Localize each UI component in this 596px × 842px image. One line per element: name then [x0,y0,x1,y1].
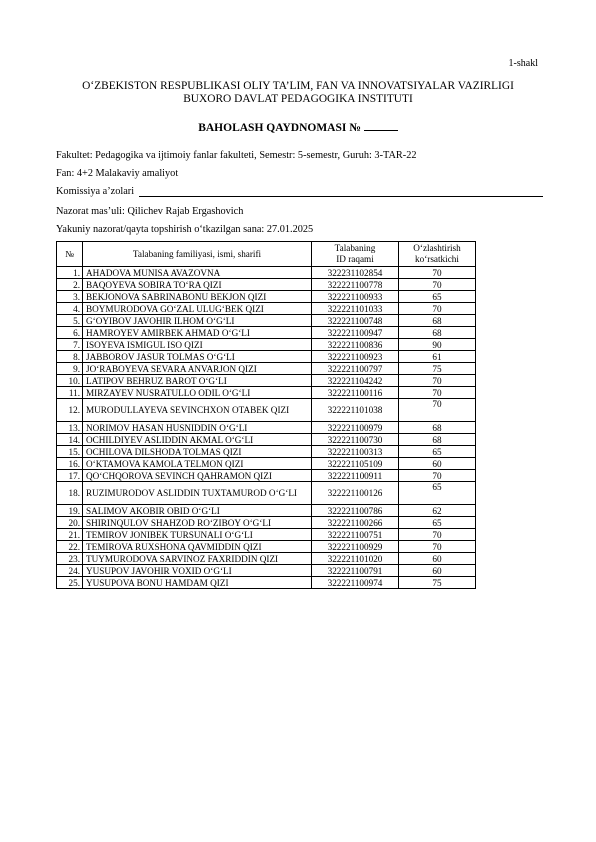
cell-num: 12. [57,399,83,422]
cell-score: 61 [399,351,476,363]
cell-id: 322221100730 [312,434,399,446]
header-id [312,242,399,267]
cell-num: 6. [57,327,83,339]
cell-score: 65 [399,482,476,505]
cell-score: 70 [399,387,476,399]
table-row [57,553,476,565]
institute-title: BUXORO DAVLAT PEDAGOGIKA INSTITUTI [183,93,413,105]
cell-num: 2. [57,279,83,291]
grades-table [56,241,476,589]
cell-score: 65 [399,517,476,529]
header-score-line2: ko‘rsatkichi [415,254,459,264]
cell-id: 322221105109 [312,458,399,470]
cell-num: 21. [57,529,83,541]
cell-num: 11. [57,387,83,399]
table-row [57,387,476,399]
cell-name: MIRZAYEV NUSRATULLO ODIL O‘G‘LI [83,387,312,399]
cell-id: 322221100923 [312,351,399,363]
number-blank-line [364,120,398,131]
cell-num: 9. [57,363,83,375]
cell-score: 60 [399,565,476,577]
cell-id: 322221100929 [312,541,399,553]
table-row [57,434,476,446]
cell-num: 4. [57,303,83,315]
cell-name: TEMIROV JONIBEK TURSUNALI O‘G‘LI [83,529,312,541]
header-name: Talabaning familiyasi, ismi, sharifi [83,242,312,267]
cell-score: 62 [399,505,476,517]
final-date-info: Yakuniy nazorat/qayta topshirish o‘tkazilgan sana: 27.01.2025 [56,224,314,235]
header-id-line2: ID raqami [336,254,374,264]
cell-name: TEMIROVA RUXSHONA QAVMIDDIN QIZI [83,541,312,553]
header-num: № [57,242,83,267]
cell-id: 322221104242 [312,375,399,387]
cell-id: 322221100797 [312,363,399,375]
table-row [57,279,476,291]
table-row [57,422,476,434]
table-row [57,541,476,553]
cell-num: 20. [57,517,83,529]
cell-name: OCHILDIYEV ASLIDDIN AKMAL O‘G‘LI [83,434,312,446]
document-title-text: BAHOLASH QAYDNOMASI № [198,122,361,134]
cell-id: 322221100786 [312,505,399,517]
cell-score: 75 [399,577,476,589]
cell-name: SALIMOV AKOBIR OBID O‘G‘LI [83,505,312,517]
cell-name: LATIPOV BEHRUZ BAROT O‘G‘LI [83,375,312,387]
cell-score: 65 [399,446,476,458]
cell-id: 322221100313 [312,446,399,458]
cell-num: 8. [57,351,83,363]
cell-score: 90 [399,339,476,351]
form-label: 1-shakl [508,58,538,69]
cell-id: 322221100791 [312,565,399,577]
cell-score: 60 [399,458,476,470]
cell-score: 68 [399,315,476,327]
cell-num: 1. [57,267,83,279]
faculty-info: Fakultet: Pedagogika va ijtimoiy fanlar fakulteti, Semestr: 5-semestr, Guruh: 3-TAR-22 [56,150,417,161]
cell-id: 322221100979 [312,422,399,434]
table-row [57,327,476,339]
cell-name: RUZIMURODOV ASLIDDIN TUXTAMUROD O‘G‘LI [83,482,312,505]
cell-score: 70 [399,303,476,315]
cell-score: 70 [399,375,476,387]
table-row [57,458,476,470]
cell-num: 7. [57,339,83,351]
cell-id: 322221101033 [312,303,399,315]
cell-num: 5. [57,315,83,327]
cell-score: 60 [399,553,476,565]
subject-info: Fan: 4+2 Malakaviy amaliyot [56,168,179,179]
cell-num: 13. [57,422,83,434]
cell-num: 15. [57,446,83,458]
cell-name: OCHILOVA DILSHODA TOLMAS QIZI [83,446,312,458]
commission-label: Komissiya a’zolari [56,186,135,197]
table-row [57,291,476,303]
table-row [57,577,476,589]
cell-score: 70 [399,529,476,541]
cell-name: G‘OYIBOV JAVOHIR ILHOM O‘G‘LI [83,315,312,327]
cell-id: 322221100911 [312,470,399,482]
cell-num: 22. [57,541,83,553]
cell-score: 70 [399,541,476,553]
cell-num: 25. [57,577,83,589]
cell-name: AHADOVA MUNISA AVAZOVNA [83,267,312,279]
cell-id: 322221100266 [312,517,399,529]
cell-score: 70 [399,279,476,291]
table-row [57,303,476,315]
table-row [57,339,476,351]
cell-name: O‘KTAMOVA KAMOLA TELMON QIZI [83,458,312,470]
cell-name: QO‘CHQOROVA SEVINCH QAHRAMON QIZI [83,470,312,482]
cell-name: BOYMURODOVA GO‘ZAL ULUG‘BEK QIZI [83,303,312,315]
cell-score: 70 [399,470,476,482]
table-row [57,470,476,482]
table-row [57,565,476,577]
cell-name: ISOYEVA ISMIGUL ISO QIZI [83,339,312,351]
cell-name: YUSUPOVA BONU HAMDAM QIZI [83,577,312,589]
table-row [57,363,476,375]
cell-name: TUYMURODOVA SARVINOZ FAXRIDDIN QIZI [83,553,312,565]
document-title [0,120,596,134]
controller-info: Nazorat mas’uli: Qilichev Rajab Ergashovich [56,206,244,217]
cell-name: MURODULLAYEVA SEVINCHXON OTABEK QIZI [83,399,312,422]
cell-name: JABBOROV JASUR TOLMAS O‘G‘LI [83,351,312,363]
table-row [57,351,476,363]
cell-id: 322221100933 [312,291,399,303]
cell-num: 18. [57,482,83,505]
header-id-line1: Talabaning [334,243,376,253]
cell-num: 16. [57,458,83,470]
table-row [57,399,476,422]
cell-id: 322221100116 [312,387,399,399]
cell-num: 14. [57,434,83,446]
cell-name: JO‘RABOYEVA SEVARA ANVARJON QIZI [83,363,312,375]
cell-num: 10. [57,375,83,387]
header-score [399,242,476,267]
cell-num: 17. [57,470,83,482]
table-row [57,446,476,458]
cell-name: BEKJONOVA SABRINABONU BEKJON QIZI [83,291,312,303]
commission-blank-line [139,196,543,197]
table-row [57,315,476,327]
cell-num: 3. [57,291,83,303]
cell-num: 19. [57,505,83,517]
ministry-title: O‘ZBEKISTON RESPUBLIKASI OLIY TA’LIM, FAN VA INNOVATSIYALAR VAZIRLIGI [82,80,514,92]
cell-id: 322221100836 [312,339,399,351]
cell-name: YUSUPOV JAVOHIR VOXID O‘G‘LI [83,565,312,577]
cell-name: BAQOYEVA SOBIRA TO‘RA QIZI [83,279,312,291]
cell-score: 70 [399,399,476,422]
cell-name: NORIMOV HASAN HUSNIDDIN O‘G‘LI [83,422,312,434]
table-row [57,482,476,505]
cell-id: 322231102854 [312,267,399,279]
table-row [57,505,476,517]
cell-id: 322221100748 [312,315,399,327]
cell-score: 75 [399,363,476,375]
cell-id: 322221100751 [312,529,399,541]
cell-score: 65 [399,291,476,303]
table-row [57,529,476,541]
cell-id: 322221101038 [312,399,399,422]
table-header-row [57,242,476,267]
table-row [57,517,476,529]
cell-name: SHIRINQULOV SHAHZOD RO‘ZIBOY O‘G‘LI [83,517,312,529]
cell-id: 322221100126 [312,482,399,505]
header-score-line1: O‘zlashtirish [413,243,461,253]
cell-score: 68 [399,327,476,339]
cell-num: 23. [57,553,83,565]
cell-name: HAMROYEV AMIRBEK AHMAD O‘G‘LI [83,327,312,339]
table-row [57,375,476,387]
cell-score: 68 [399,422,476,434]
cell-id: 322221100947 [312,327,399,339]
table-row [57,267,476,279]
cell-num: 24. [57,565,83,577]
cell-score: 70 [399,267,476,279]
cell-id: 322221100974 [312,577,399,589]
cell-id: 322221101020 [312,553,399,565]
cell-id: 322221100778 [312,279,399,291]
cell-score: 68 [399,434,476,446]
